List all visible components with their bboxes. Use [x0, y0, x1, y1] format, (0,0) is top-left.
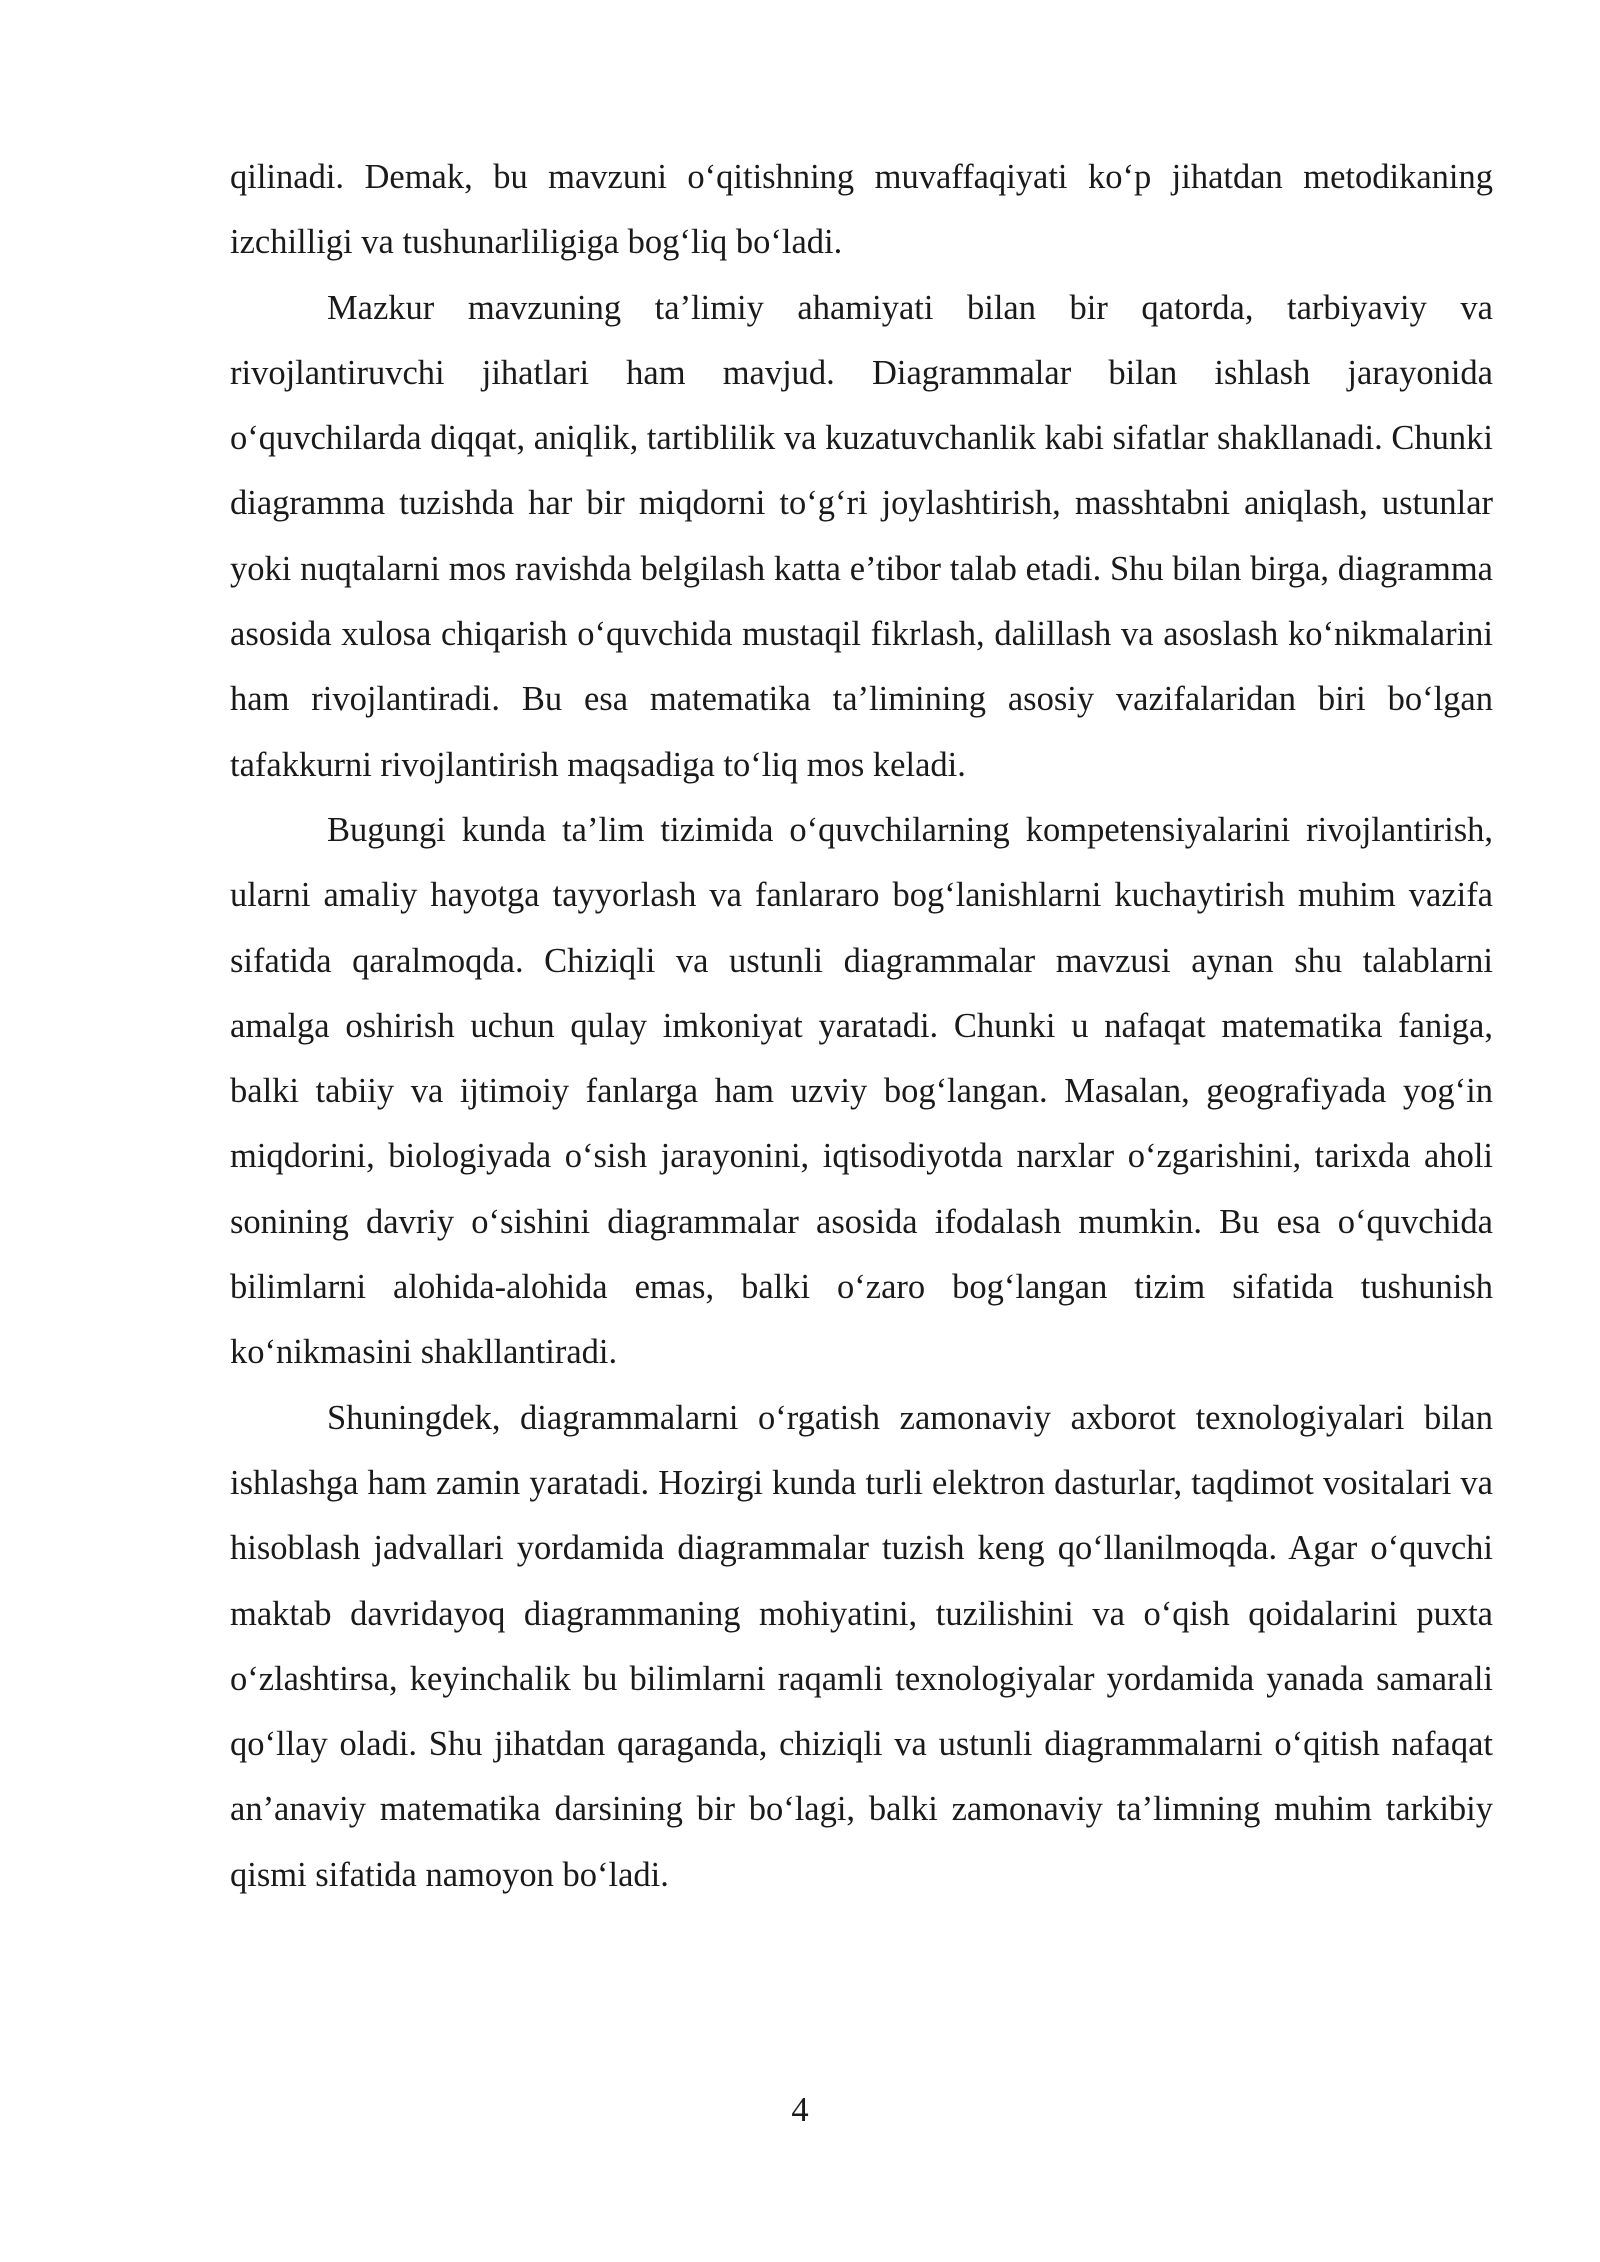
paragraph-1: qilinadi. Demak, bu mavzuni o‘qitishning muvaffaqiyati ko‘p jihatdan metodikaning izchilligi va tushunarliligiga bog‘liq bo‘ladi.	[230, 158, 1493, 262]
page-body	[230, 145, 1493, 1908]
paragraph-2: Mazkur mavzuning ta’limiy ahamiyati bilan bir qatorda, tarbiyaviy va rivojlantiruvchi jihatlari ham mavjud. Diagrammalar bilan ishlash jarayonida o‘quvchilarda diqqat, aniqlik, tartiblilik va kuzatuvchanlik kabi sifatlar shakllanadi. Chunki diagramma tuzishda har bir miqdorni to‘g‘ri joylashtirish, masshtabni aniqlash, ustunlar yoki nuqtalarni mos ravishda belgilash katta e’tibor talab etadi. Shu bilan birga, diagramma asosida xulosa chiqarish o‘quvchida mustaqil fikrlash, dalillash va asoslash ko‘nikmalarini ham rivojlantiradi. Bu esa matematika ta’limining asosiy vazifalaridan biri bo‘lgan tafakkurni rivojlantirish maqsadiga to‘liq mos keladi.	[230, 288, 1493, 784]
paragraph-3: Bugungi kunda ta’lim tizimida o‘quvchilarning kompetensiyalarini rivojlantirish, ularni amaliy hayotga tayyorlash va fanlararo bog‘lanishlarni kuchaytirish muhim vazifa sifatida qaralmoqda. Chiziqli va ustunli diagrammalar mavzusi aynan shu talablarni amalga oshirish uchun qulay imkoniyat yaratadi. Chunki u nafaqat matematika faniga, balki tabiiy va ijtimoiy fanlarga ham uzviy bog‘langan. Masalan, geografiyada yog‘in miqdorini, biologiyada o‘sish jarayonini, iqtisodiyotda narxlar o‘zgarishini, tarixda aholi sonining davriy o‘sishini diagrammalar asosida ifodalash mumkin. Bu esa o‘quvchida bilimlarni alohida-alohida emas, balki o‘zaro bog‘langan tizim sifatida tushunish ko‘nikmasini shakllantiradi.	[230, 810, 1493, 1372]
page-number: 4	[791, 2091, 809, 2129]
paragraph-4: Shuningdek, diagrammalarni o‘rgatish zamonaviy axborot texnologiyalari bilan ishlashga ham zamin yaratadi. Hozirgi kunda turli elektron dasturlar, taqdimot vositalari va hisoblash jadvallari yordamida diagrammalar tuzish keng qo‘llanilmoqda. Agar o‘quvchi maktab davridayoq diagrammaning mohiyatini, tuzilishini va o‘qish qoidalarini puxta o‘zlashtirsa, keyinchalik bu bilimlarni raqamli texnologiyalar yordamida yanada samarali qo‘llay oladi. Shu jihatdan qaraganda, chiziqli va ustunli diagrammalarni o‘qitish nafaqat an’anaviy matematika darsining bir bo‘lagi, balki zamonaviy ta’limning muhim tarkibiy qismi sifatida namoyon bo‘ladi.	[230, 1398, 1493, 1894]
